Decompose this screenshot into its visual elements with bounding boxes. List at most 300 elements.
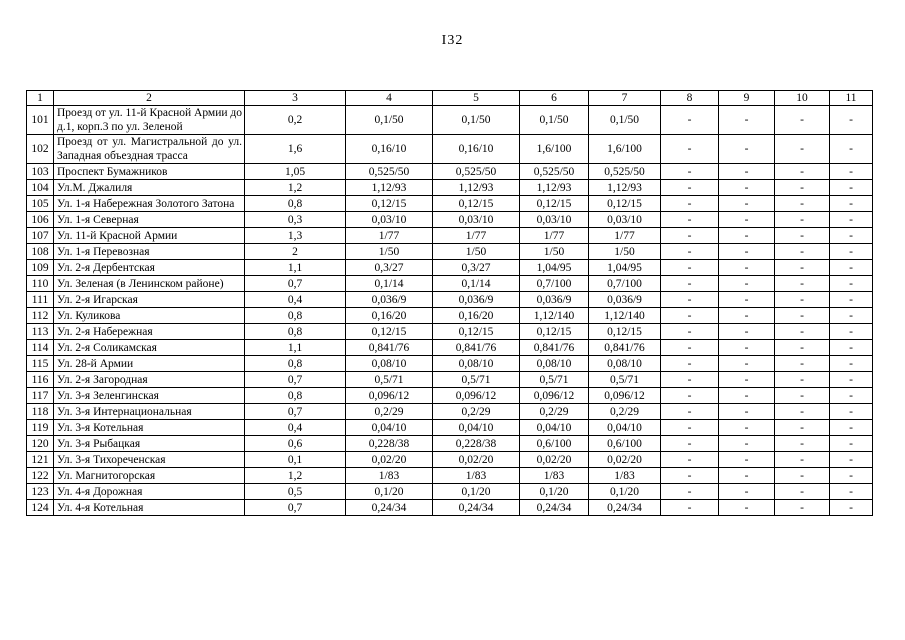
col5-value: 0,16/20 — [433, 308, 520, 324]
col10-value: - — [775, 500, 830, 516]
col8-value: - — [661, 420, 719, 436]
length-value: 0,7 — [245, 372, 346, 388]
col10-value: - — [775, 228, 830, 244]
col9-value: - — [719, 324, 775, 340]
data-table — [26, 90, 873, 516]
row-number: 116 — [27, 372, 54, 388]
col5-value: 0,1/50 — [433, 106, 520, 135]
column-header: 4 — [346, 91, 433, 106]
col4-value: 0,2/29 — [346, 404, 433, 420]
column-header: 8 — [661, 91, 719, 106]
col9-value: - — [719, 212, 775, 228]
col5-value: 1/83 — [433, 468, 520, 484]
col5-value: 0,525/50 — [433, 164, 520, 180]
length-value: 0,8 — [245, 356, 346, 372]
col4-value: 0,3/27 — [346, 260, 433, 276]
row-number: 113 — [27, 324, 54, 340]
col9-value: - — [719, 356, 775, 372]
col4-value: 1/77 — [346, 228, 433, 244]
col6-value: 1/77 — [520, 228, 589, 244]
col9-value: - — [719, 420, 775, 436]
col6-value: 0,096/12 — [520, 388, 589, 404]
length-value: 0,2 — [245, 106, 346, 135]
col4-value: 0,228/38 — [346, 436, 433, 452]
col7-value: 0,12/15 — [589, 196, 661, 212]
row-number: 110 — [27, 276, 54, 292]
col11-value: - — [830, 324, 873, 340]
col6-value: 1,6/100 — [520, 135, 589, 164]
row-number: 114 — [27, 340, 54, 356]
col9-value: - — [719, 135, 775, 164]
col8-value: - — [661, 372, 719, 388]
col4-value: 0,12/15 — [346, 324, 433, 340]
col7-value: 0,1/50 — [589, 106, 661, 135]
table-row — [27, 244, 873, 260]
col4-value: 0,5/71 — [346, 372, 433, 388]
col4-value: 0,1/50 — [346, 106, 433, 135]
row-number: 117 — [27, 388, 54, 404]
col11-value: - — [830, 308, 873, 324]
col9-value: - — [719, 196, 775, 212]
col11-value: - — [830, 468, 873, 484]
street-name: Ул. 3-я Интернациональная — [54, 404, 245, 420]
street-name: Ул. 3-я Зеленгинская — [54, 388, 245, 404]
street-name: Ул. Куликова — [54, 308, 245, 324]
col7-value: 1,12/93 — [589, 180, 661, 196]
col6-value: 0,1/20 — [520, 484, 589, 500]
length-value: 0,8 — [245, 196, 346, 212]
col6-value: 0,5/71 — [520, 372, 589, 388]
col8-value: - — [661, 484, 719, 500]
col6-value: 1/83 — [520, 468, 589, 484]
row-number: 119 — [27, 420, 54, 436]
street-name: Ул. 4-я Котельная — [54, 500, 245, 516]
col8-value: - — [661, 324, 719, 340]
length-value: 0,5 — [245, 484, 346, 500]
length-value: 0,7 — [245, 404, 346, 420]
col8-value: - — [661, 135, 719, 164]
col10-value: - — [775, 340, 830, 356]
row-number: 107 — [27, 228, 54, 244]
col11-value: - — [830, 404, 873, 420]
col8-value: - — [661, 244, 719, 260]
table-row — [27, 228, 873, 244]
col6-value: 0,7/100 — [520, 276, 589, 292]
col11-value: - — [830, 484, 873, 500]
col6-value: 0,6/100 — [520, 436, 589, 452]
col7-value: 0,096/12 — [589, 388, 661, 404]
col11-value: - — [830, 340, 873, 356]
street-name: Ул. 3-я Тихореченская — [54, 452, 245, 468]
col11-value: - — [830, 228, 873, 244]
column-header: 3 — [245, 91, 346, 106]
table-row — [27, 436, 873, 452]
col8-value: - — [661, 436, 719, 452]
length-value: 1,1 — [245, 340, 346, 356]
col5-value: 0,16/10 — [433, 135, 520, 164]
length-value: 0,8 — [245, 324, 346, 340]
col9-value: - — [719, 276, 775, 292]
col7-value: 0,525/50 — [589, 164, 661, 180]
row-number: 115 — [27, 356, 54, 372]
row-number: 118 — [27, 404, 54, 420]
table-row — [27, 308, 873, 324]
table-row — [27, 260, 873, 276]
col10-value: - — [775, 420, 830, 436]
col8-value: - — [661, 228, 719, 244]
col7-value: 0,03/10 — [589, 212, 661, 228]
col10-value: - — [775, 244, 830, 260]
col5-value: 0,1/20 — [433, 484, 520, 500]
column-header: 1 — [27, 91, 54, 106]
column-header: 5 — [433, 91, 520, 106]
col5-value: 0,02/20 — [433, 452, 520, 468]
col11-value: - — [830, 292, 873, 308]
col5-value: 0,1/14 — [433, 276, 520, 292]
col11-value: - — [830, 180, 873, 196]
col5-value: 0,228/38 — [433, 436, 520, 452]
col7-value: 1/50 — [589, 244, 661, 260]
street-name: Ул. 3-я Рыбацкая — [54, 436, 245, 452]
col10-value: - — [775, 196, 830, 212]
table-row — [27, 420, 873, 436]
street-name: Ул. 3-я Котельная — [54, 420, 245, 436]
street-name: Проезд от ул. Магистральной до ул. Западная объездная трасса — [54, 135, 245, 164]
col7-value: 0,841/76 — [589, 340, 661, 356]
street-name: Ул. 1-я Перевозная — [54, 244, 245, 260]
col4-value: 0,16/20 — [346, 308, 433, 324]
col7-value: 0,6/100 — [589, 436, 661, 452]
col4-value: 0,03/10 — [346, 212, 433, 228]
column-header: 2 — [54, 91, 245, 106]
col5-value: 1/77 — [433, 228, 520, 244]
col5-value: 0,12/15 — [433, 324, 520, 340]
street-name: Проезд от ул. 11-й Красной Армии до д.1, корп.3 по ул. Зеленой — [54, 106, 245, 135]
row-number: 124 — [27, 500, 54, 516]
length-value: 2 — [245, 244, 346, 260]
row-number: 106 — [27, 212, 54, 228]
col9-value: - — [719, 452, 775, 468]
col7-value: 0,5/71 — [589, 372, 661, 388]
col9-value: - — [719, 106, 775, 135]
col10-value: - — [775, 388, 830, 404]
col5-value: 0,03/10 — [433, 212, 520, 228]
col8-value: - — [661, 106, 719, 135]
table-body — [27, 106, 873, 516]
table-row — [27, 404, 873, 420]
col10-value: - — [775, 135, 830, 164]
length-value: 1,2 — [245, 180, 346, 196]
table-row — [27, 196, 873, 212]
street-name: Ул. 11-й Красной Армии — [54, 228, 245, 244]
col9-value: - — [719, 180, 775, 196]
col10-value: - — [775, 212, 830, 228]
length-value: 0,8 — [245, 388, 346, 404]
col6-value: 1,12/140 — [520, 308, 589, 324]
col6-value: 0,12/15 — [520, 196, 589, 212]
column-header: 10 — [775, 91, 830, 106]
street-name: Ул. 1-я Набережная Золотого Затона — [54, 196, 245, 212]
table-row — [27, 292, 873, 308]
table-row — [27, 372, 873, 388]
row-number: 101 — [27, 106, 54, 135]
col11-value: - — [830, 436, 873, 452]
col4-value: 1/83 — [346, 468, 433, 484]
col11-value: - — [830, 500, 873, 516]
street-name: Ул. 2-я Игарская — [54, 292, 245, 308]
col11-value: - — [830, 388, 873, 404]
col4-value: 1/50 — [346, 244, 433, 260]
col4-value: 0,096/12 — [346, 388, 433, 404]
col6-value: 0,1/50 — [520, 106, 589, 135]
col6-value: 0,02/20 — [520, 452, 589, 468]
col7-value: 0,04/10 — [589, 420, 661, 436]
row-number: 103 — [27, 164, 54, 180]
col7-value: 0,24/34 — [589, 500, 661, 516]
col6-value: 0,841/76 — [520, 340, 589, 356]
col9-value: - — [719, 308, 775, 324]
col4-value: 0,16/10 — [346, 135, 433, 164]
col10-value: - — [775, 356, 830, 372]
street-name: Ул. 1-я Северная — [54, 212, 245, 228]
col6-value: 0,525/50 — [520, 164, 589, 180]
row-number: 123 — [27, 484, 54, 500]
column-header: 6 — [520, 91, 589, 106]
col9-value: - — [719, 468, 775, 484]
street-name: Ул. 4-я Дорожная — [54, 484, 245, 500]
col8-value: - — [661, 292, 719, 308]
col9-value: - — [719, 404, 775, 420]
col10-value: - — [775, 180, 830, 196]
col7-value: 1/83 — [589, 468, 661, 484]
col6-value: 0,08/10 — [520, 356, 589, 372]
col10-value: - — [775, 164, 830, 180]
col8-value: - — [661, 180, 719, 196]
col7-value: 1,04/95 — [589, 260, 661, 276]
col10-value: - — [775, 452, 830, 468]
col7-value: 0,12/15 — [589, 324, 661, 340]
col8-value: - — [661, 212, 719, 228]
table-row — [27, 164, 873, 180]
col6-value: 0,036/9 — [520, 292, 589, 308]
length-value: 0,7 — [245, 500, 346, 516]
col5-value: 0,12/15 — [433, 196, 520, 212]
table-row — [27, 452, 873, 468]
col9-value: - — [719, 484, 775, 500]
col10-value: - — [775, 404, 830, 420]
street-name: Ул. 28-й Армии — [54, 356, 245, 372]
col6-value: 0,12/15 — [520, 324, 589, 340]
col9-value: - — [719, 372, 775, 388]
col10-value: - — [775, 276, 830, 292]
col10-value: - — [775, 324, 830, 340]
col9-value: - — [719, 164, 775, 180]
length-value: 0,1 — [245, 452, 346, 468]
col8-value: - — [661, 340, 719, 356]
col4-value: 0,12/15 — [346, 196, 433, 212]
length-value: 1,2 — [245, 468, 346, 484]
col6-value: 1/50 — [520, 244, 589, 260]
col11-value: - — [830, 196, 873, 212]
col5-value: 0,04/10 — [433, 420, 520, 436]
length-value: 0,4 — [245, 292, 346, 308]
col8-value: - — [661, 308, 719, 324]
col10-value: - — [775, 106, 830, 135]
col8-value: - — [661, 356, 719, 372]
col4-value: 0,036/9 — [346, 292, 433, 308]
col4-value: 0,04/10 — [346, 420, 433, 436]
col11-value: - — [830, 356, 873, 372]
col5-value: 0,24/34 — [433, 500, 520, 516]
col11-value: - — [830, 164, 873, 180]
length-value: 0,7 — [245, 276, 346, 292]
col11-value: - — [830, 372, 873, 388]
col6-value: 0,24/34 — [520, 500, 589, 516]
col7-value: 0,7/100 — [589, 276, 661, 292]
col8-value: - — [661, 500, 719, 516]
table-row — [27, 356, 873, 372]
col5-value: 0,3/27 — [433, 260, 520, 276]
row-number: 108 — [27, 244, 54, 260]
column-header: 11 — [830, 91, 873, 106]
length-value: 1,6 — [245, 135, 346, 164]
col10-value: - — [775, 484, 830, 500]
row-number: 104 — [27, 180, 54, 196]
column-header: 7 — [589, 91, 661, 106]
length-value: 1,05 — [245, 164, 346, 180]
street-name: Ул. 2-я Дербентская — [54, 260, 245, 276]
col5-value: 1,12/93 — [433, 180, 520, 196]
col6-value: 1,12/93 — [520, 180, 589, 196]
col10-value: - — [775, 308, 830, 324]
row-number: 111 — [27, 292, 54, 308]
table-row — [27, 135, 873, 164]
length-value: 0,6 — [245, 436, 346, 452]
table-row — [27, 106, 873, 135]
table-row — [27, 276, 873, 292]
column-header: 9 — [719, 91, 775, 106]
col8-value: - — [661, 196, 719, 212]
col6-value: 0,2/29 — [520, 404, 589, 420]
col10-value: - — [775, 436, 830, 452]
col9-value: - — [719, 260, 775, 276]
street-name: Ул. 2-я Загородная — [54, 372, 245, 388]
col8-value: - — [661, 468, 719, 484]
col7-value: 1,12/140 — [589, 308, 661, 324]
col9-value: - — [719, 388, 775, 404]
col11-value: - — [830, 452, 873, 468]
col4-value: 0,24/34 — [346, 500, 433, 516]
length-value: 1,1 — [245, 260, 346, 276]
table-row — [27, 324, 873, 340]
length-value: 0,4 — [245, 420, 346, 436]
col11-value: - — [830, 276, 873, 292]
col8-value: - — [661, 388, 719, 404]
table-row — [27, 468, 873, 484]
row-number: 120 — [27, 436, 54, 452]
col4-value: 0,841/76 — [346, 340, 433, 356]
col10-value: - — [775, 372, 830, 388]
col9-value: - — [719, 340, 775, 356]
col8-value: - — [661, 276, 719, 292]
col9-value: - — [719, 244, 775, 260]
col7-value: 0,1/20 — [589, 484, 661, 500]
col11-value: - — [830, 106, 873, 135]
col10-value: - — [775, 468, 830, 484]
col6-value: 0,04/10 — [520, 420, 589, 436]
col7-value: 0,2/29 — [589, 404, 661, 420]
col9-value: - — [719, 228, 775, 244]
col5-value: 0,096/12 — [433, 388, 520, 404]
row-number: 109 — [27, 260, 54, 276]
street-name: Ул. 2-я Набережная — [54, 324, 245, 340]
table-row — [27, 500, 873, 516]
col9-value: - — [719, 436, 775, 452]
col5-value: 0,08/10 — [433, 356, 520, 372]
table-row — [27, 340, 873, 356]
col7-value: 0,02/20 — [589, 452, 661, 468]
length-value: 1,3 — [245, 228, 346, 244]
street-name: Ул. Зеленая (в Ленинском районе) — [54, 276, 245, 292]
col4-value: 0,1/20 — [346, 484, 433, 500]
table-row — [27, 180, 873, 196]
col6-value: 0,03/10 — [520, 212, 589, 228]
page-number: I32 — [441, 33, 464, 48]
col11-value: - — [830, 260, 873, 276]
street-name: Ул.М. Джалиля — [54, 180, 245, 196]
col5-value: 0,841/76 — [433, 340, 520, 356]
col4-value: 0,1/14 — [346, 276, 433, 292]
col11-value: - — [830, 420, 873, 436]
col7-value: 0,08/10 — [589, 356, 661, 372]
col10-value: - — [775, 292, 830, 308]
length-value: 0,8 — [245, 308, 346, 324]
col8-value: - — [661, 452, 719, 468]
col7-value: 1,6/100 — [589, 135, 661, 164]
col4-value: 0,08/10 — [346, 356, 433, 372]
col4-value: 1,12/93 — [346, 180, 433, 196]
col11-value: - — [830, 244, 873, 260]
col4-value: 0,02/20 — [346, 452, 433, 468]
col9-value: - — [719, 292, 775, 308]
street-name: Ул. Магнитогорская — [54, 468, 245, 484]
row-number: 122 — [27, 468, 54, 484]
col6-value: 1,04/95 — [520, 260, 589, 276]
length-value: 0,3 — [245, 212, 346, 228]
row-number: 121 — [27, 452, 54, 468]
col8-value: - — [661, 164, 719, 180]
table-row — [27, 212, 873, 228]
street-name: Ул. 2-я Соликамская — [54, 340, 245, 356]
table-row — [27, 388, 873, 404]
col7-value: 0,036/9 — [589, 292, 661, 308]
table-row — [27, 484, 873, 500]
row-number: 105 — [27, 196, 54, 212]
col8-value: - — [661, 260, 719, 276]
col4-value: 0,525/50 — [346, 164, 433, 180]
col11-value: - — [830, 212, 873, 228]
col7-value: 1/77 — [589, 228, 661, 244]
col5-value: 0,2/29 — [433, 404, 520, 420]
col5-value: 0,036/9 — [433, 292, 520, 308]
col8-value: - — [661, 404, 719, 420]
header-row — [27, 91, 873, 106]
col11-value: - — [830, 135, 873, 164]
row-number: 112 — [27, 308, 54, 324]
col9-value: - — [719, 500, 775, 516]
street-name: Проспект Бумажников — [54, 164, 245, 180]
col10-value: - — [775, 260, 830, 276]
